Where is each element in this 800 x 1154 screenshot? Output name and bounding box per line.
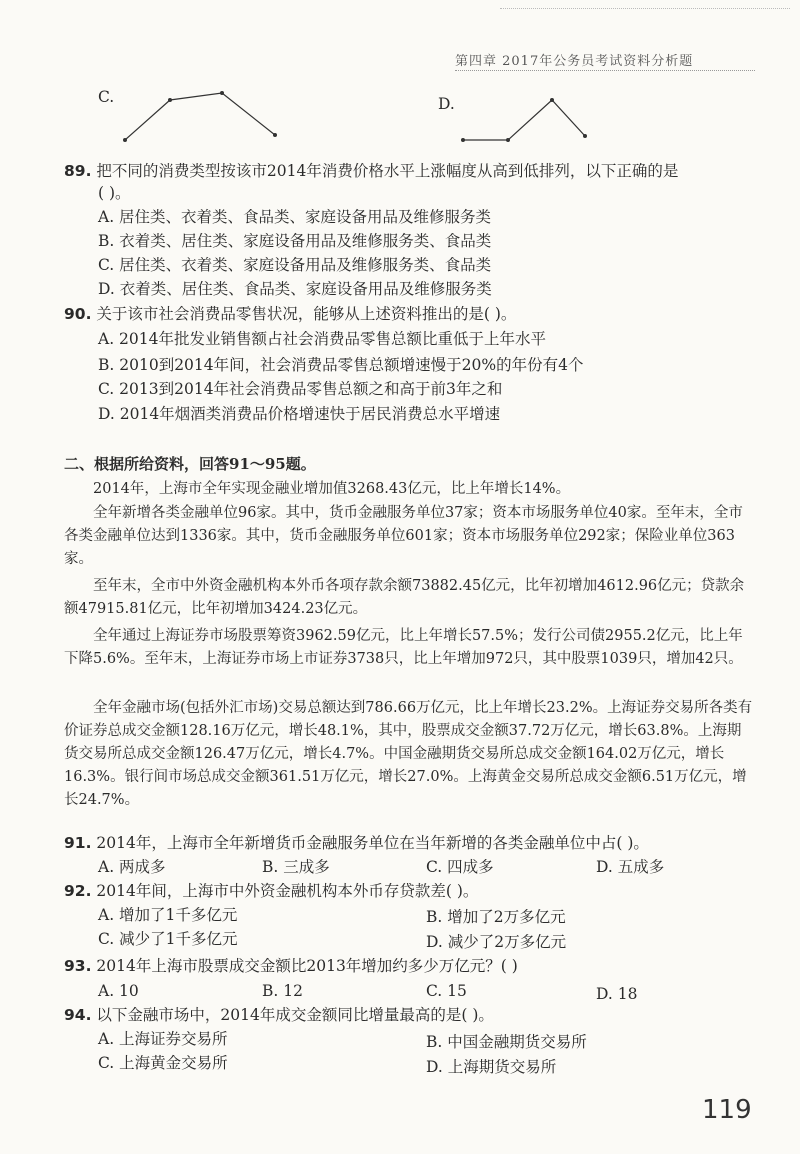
page-number: 119 xyxy=(702,1095,752,1125)
question-93-text: 2014年上海市股票成交金额比2013年增加约多少万亿元？( ) xyxy=(96,957,518,975)
q93-option-c[interactable]: C. 15 xyxy=(426,982,467,1000)
q89-option-d[interactable]: D. 衣着类、居住类、食品类、家庭设备用品及维修服务类 xyxy=(98,280,492,298)
q94-option-a[interactable]: A. 上海证券交易所 xyxy=(98,1030,228,1048)
chart-c-label: C. xyxy=(98,88,115,106)
q91-option-d[interactable]: D. 五成多 xyxy=(596,858,665,876)
q91-option-c[interactable]: C. 四成多 xyxy=(426,858,494,876)
material-paragraph-3: 至年末，全市中外资金融机构本外币各项存款余额73882.45亿元，比年初增加4612.96亿元；贷款余额47915.81亿元，比年初增加3424.23亿元。 xyxy=(64,578,745,617)
q90-option-d[interactable]: D. 2014年烟酒类消费品价格增速快于居民消费总水平增速 xyxy=(98,405,501,423)
q89-option-b[interactable]: B. 衣着类、居住类、家庭设备用品及维修服务类、食品类 xyxy=(98,232,492,250)
q89-option-a[interactable]: A. 居住类、衣着类、食品类、家庭设备用品及维修服务类 xyxy=(98,208,492,226)
option-c-line-chart xyxy=(110,85,290,145)
question-94-text: 以下金融市场中，2014年成交金额同比增量最高的是( )。 xyxy=(96,1006,494,1024)
chart-d-label: D. xyxy=(438,95,455,113)
q93-option-b[interactable]: B. 12 xyxy=(262,982,303,1000)
q94-option-b[interactable]: B. 中国金融期货交易所 xyxy=(426,1033,587,1051)
question-90-text: 关于该市社会消费品零售状况，能够从上述资料推出的是( )。 xyxy=(96,305,517,323)
question-93-number: 93. xyxy=(64,957,92,975)
question-92-text: 2014年间，上海市中外资金融机构本外币存贷款差( )。 xyxy=(96,882,479,900)
q90-option-b[interactable]: B. 2010到2014年间，社会消费品零售总额增速慢于20%的年份有4个 xyxy=(98,356,584,374)
q89-option-c[interactable]: C. 居住类、衣着类、家庭设备用品及维修服务类、食品类 xyxy=(98,256,492,274)
question-89-text: 把不同的消费类型按该市2014年消费价格水平上涨幅度从高到低排列，以下正确的是 xyxy=(96,162,679,180)
material-paragraph-2: 全年新增各类金融单位96家。其中，货币金融服务单位37家；资本市场服务单位40家。至年末，全市各类金融单位达到1336家。其中，货币金融服务单位601家；资本市场服务单位292家；保险业单位363家。 xyxy=(64,505,743,567)
material-paragraph-5: 全年金融市场(包括外汇市场)交易总额达到786.66万亿元，比上年增长23.2%。上海证券交易所各类有价证券总成交金额128.16万亿元，增长48.1%，其中，股票成交金额37.72万亿元，增长63.8%。上海期货交易所总成交金额126.47万亿元，增长4.7%。中国金融期货交易所总成交金额164.02万亿元，增长16.3%。银行间市场总成交金额361.51万亿元，增长27.0%。上海黄金交易所总成交金额6.51万亿元，增长24.7%。 xyxy=(64,700,753,808)
question-91-number: 91. xyxy=(64,834,92,852)
q90-option-a[interactable]: A. 2014年批发业销售额占社会消费品零售总额比重低于上年水平 xyxy=(98,330,546,348)
material-paragraph-4: 全年通过上海证券市场股票筹资3962.59亿元，比上年增长57.5%；发行公司债2955.2亿元，比上年下降5.6%。至年末，上海证券市场上市证券3738只，比上年增加972只，其中股票1039只，增加42只。 xyxy=(64,628,743,667)
q90-option-c[interactable]: C. 2013到2014年社会消费品零售总额之和高于前3年之和 xyxy=(98,380,503,398)
q92-option-a[interactable]: A. 增加了1千多亿元 xyxy=(98,906,238,924)
q91-option-a[interactable]: A. 两成多 xyxy=(98,858,166,876)
question-92 xyxy=(64,880,478,902)
question-89-paren: ( )。 xyxy=(98,184,131,202)
q91-option-b[interactable]: B. 三成多 xyxy=(262,858,330,876)
question-91 xyxy=(64,832,649,854)
q93-option-d[interactable]: D. 18 xyxy=(596,985,638,1003)
question-89-number: 89. xyxy=(64,162,92,180)
question-93 xyxy=(64,955,518,977)
question-90 xyxy=(64,303,516,325)
question-92-number: 92. xyxy=(64,882,92,900)
header-underline xyxy=(455,70,755,72)
section-2-heading: 二、根据所给资料，回答91～95题。 xyxy=(64,455,316,473)
q94-option-c[interactable]: C. 上海黄金交易所 xyxy=(98,1054,228,1072)
q94-option-d[interactable]: D. 上海期货交易所 xyxy=(426,1058,557,1076)
q92-option-c[interactable]: C. 减少了1千多亿元 xyxy=(98,930,238,948)
question-90-number: 90. xyxy=(64,305,92,323)
question-94 xyxy=(64,1004,494,1026)
header-rule xyxy=(500,8,790,10)
material-paragraph-1: 2014年，上海市全年实现金融业增加值3268.43亿元，比上年增长14%。 xyxy=(93,481,571,497)
q92-option-b[interactable]: B. 增加了2万多亿元 xyxy=(426,908,566,926)
q92-option-d[interactable]: D. 减少了2万多亿元 xyxy=(426,933,567,951)
question-89 xyxy=(64,160,678,182)
option-d-line-chart xyxy=(455,92,605,147)
q93-option-a[interactable]: A. 10 xyxy=(98,982,139,1000)
running-header: 第四章 2017年公务员考试资料分析题 xyxy=(455,54,694,69)
question-94-number: 94. xyxy=(64,1006,92,1024)
question-91-text: 2014年，上海市全年新增货币金融服务单位在当年新增的各类金融单位中占( )。 xyxy=(96,834,649,852)
